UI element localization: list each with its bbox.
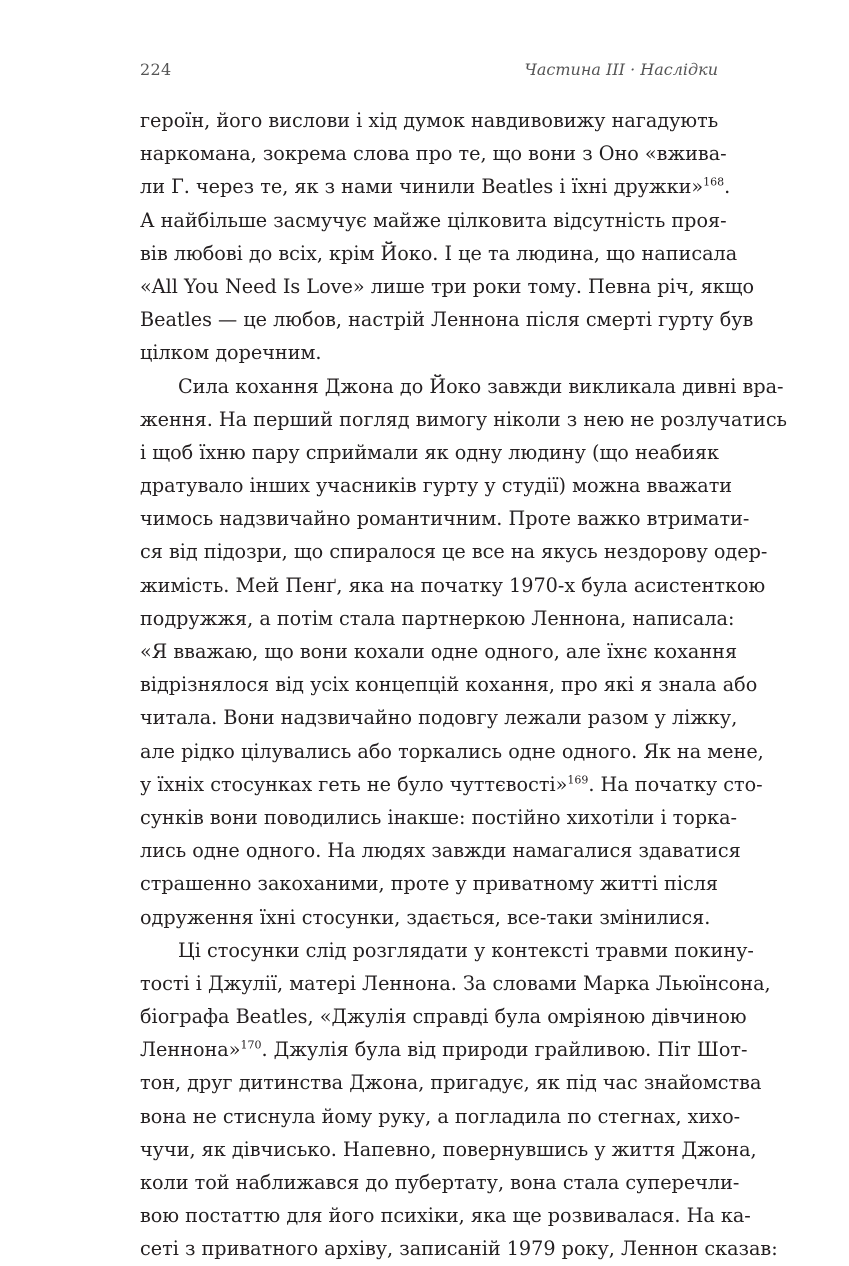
text-line: коли той наближався до пубертату, вона стала суперечли-: [140, 1171, 740, 1194]
text-line: лись одне одного. На людях завжди намагалися здаватися: [140, 839, 741, 863]
text-line: [140, 170, 731, 203]
text-line: наркомана, зокрема слова про те, що вони з Оно «вжива-: [140, 142, 727, 166]
text-line: ся від підозри, що спиралося це все на якусь нездорову одер-: [140, 540, 768, 564]
text-line: Ці стосунки слід розглядати у контексті травми покину-: [178, 938, 754, 962]
section-title: Частина ІІІ · Наслідки: [524, 60, 718, 79]
text-line: сунків вони поводились інакше: постійно хихотіли і торка-: [140, 805, 738, 829]
text-line: героїн, його вислови і хід думок навдивовижу нагадують: [140, 109, 719, 132]
text-line: вою постаттю для його психіки, яка ще розвивалася. На ка-: [140, 1204, 751, 1228]
text-line: тон, друг дитинства Джона, пригадує, як під час знайомства: [140, 1071, 762, 1095]
text-line: ження. На перший погляд вимогу ніколи з нею не розлучатись: [140, 407, 788, 431]
text-line: вів любові до всіх, крім Йоко. І це та людина, що написала: [140, 241, 738, 265]
text-line: жимість. Мей Пенґ, яка на початку 1970-х була асистенткою: [140, 573, 766, 597]
text-line: [140, 1033, 748, 1066]
text-segment: .: [724, 175, 731, 199]
text-line: сеті з приватного архіву, записаній 1979 року, Леннон сказав:: [140, 1237, 778, 1261]
text-line: чучи, як дівчисько. Напевно, повернувшись у життя Джона,: [140, 1137, 757, 1161]
text-segment: у їхніх стосунках геть не було чуттєвості»: [140, 772, 568, 796]
text-segment: . Джулія була від природи грайливою. Піт Шот-: [261, 1038, 748, 1062]
text-line: [140, 768, 763, 801]
text-line: тості і Джулії, матері Леннона. За словами Марка Льюїнсона,: [140, 971, 771, 995]
text-line: страшенно закоханими, проте у приватному житті після: [140, 872, 719, 896]
text-line: одруження їхні стосунки, здається, все-таки змінилися.: [140, 905, 711, 929]
text-line: цілком доречним.: [140, 341, 322, 365]
text-line: А найбільше засмучує майже цілковита відсутність проя-: [140, 208, 727, 232]
text-line: але рідко цілувались або торкались одне одного. Як на мене,: [140, 739, 764, 763]
text-line: і щоб їхню пару сприймали як одну людину (що неабияк: [140, 440, 719, 464]
page-number: 224: [140, 60, 172, 79]
text-line: «Я вважаю, що вони кохали одне одного, але їхнє кохання: [140, 640, 738, 663]
footnote-ref-168: 168: [703, 175, 725, 189]
text-segment: . На початку сто-: [588, 772, 763, 796]
text-line: відрізнялося від усіх концепцій кохання, про які я знала або: [140, 673, 758, 697]
text-line: біографа Beatles, «Джулія справді була омріяною дівчиною: [140, 1005, 747, 1029]
text-line: Beatles — це любов, настрій Леннона після смерті гурту був: [140, 308, 754, 332]
footnote-ref-170: 170: [240, 1038, 262, 1052]
body-text: [140, 104, 788, 1266]
text-line: «All You Need Is Love» лише три роки тому. Певна річ, якщо: [140, 274, 755, 298]
footnote-ref-169: 169: [567, 773, 589, 787]
text-line: вона не стиснула йому руку, а погладила по стегнах, хихо-: [140, 1104, 741, 1128]
text-segment: ли Г. через те, як з нами чинили Beatles і їхні дружки»: [140, 175, 704, 199]
text-line: подружжя, а потім стала партнеркою Леннона, написала:: [140, 606, 735, 630]
text-line: читала. Вони надзвичайно подовгу лежали разом у ліжку,: [140, 706, 738, 730]
text-line: Сила кохання Джона до Йоко завжди викликала дивні вра-: [178, 374, 784, 398]
text-line: дратувало інших учасників гурту у студії) можна вважати: [140, 474, 733, 498]
running-header: [140, 60, 718, 84]
text-segment: Леннона»: [140, 1038, 241, 1062]
text-line: чимось надзвичайно романтичним. Проте важко втримати-: [140, 507, 750, 531]
